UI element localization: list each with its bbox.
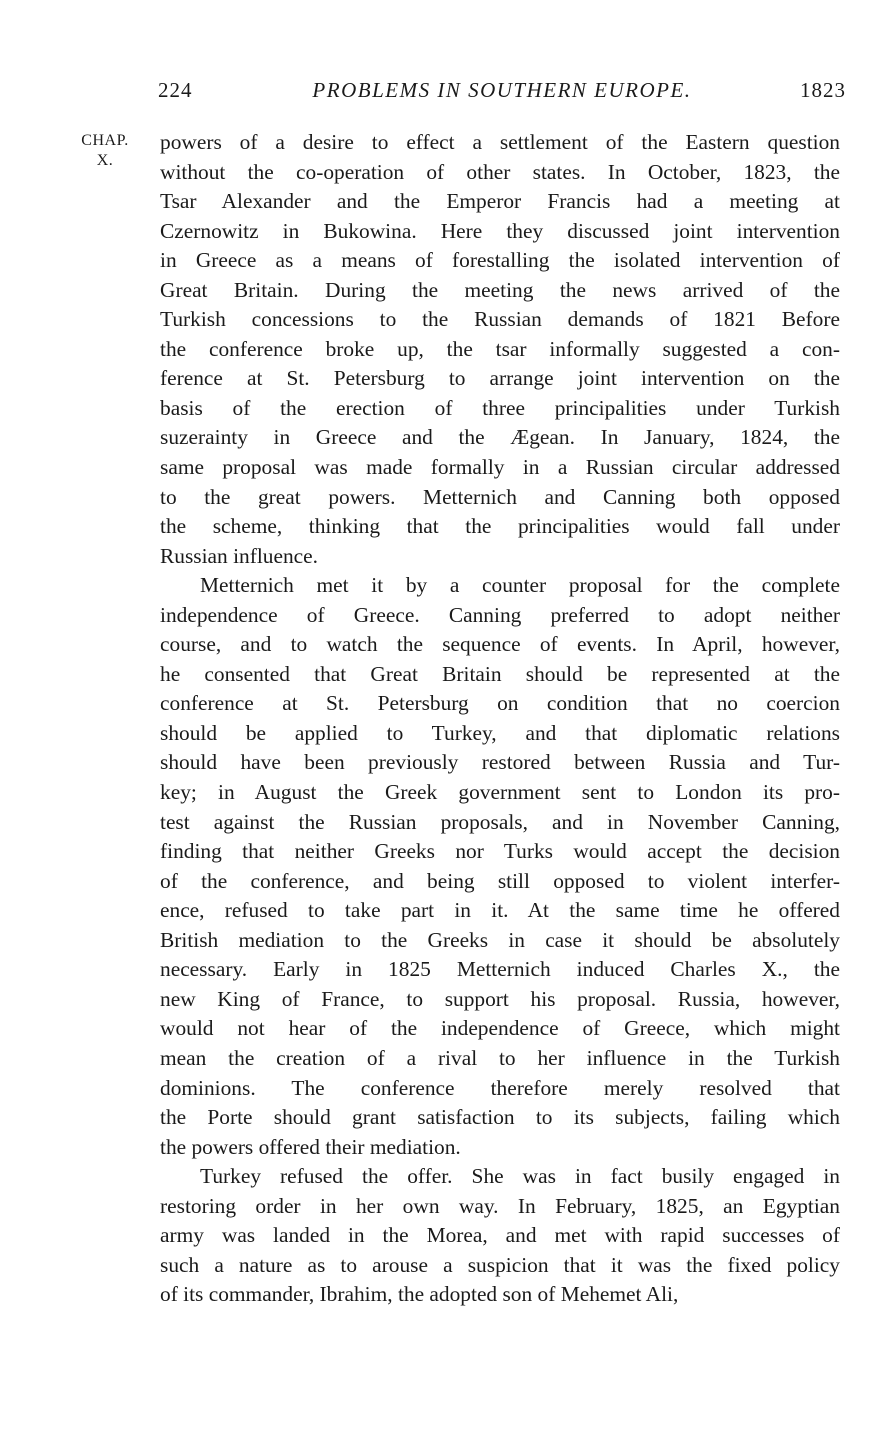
running-header: [158, 78, 846, 108]
running-title: PROBLEMS IN SOUTHERN EUROPE.: [312, 78, 692, 102]
text-line: such a nature as to arouse a suspicion that it was the fixed policy: [160, 1252, 840, 1277]
text-line: Russian influence.: [160, 543, 319, 568]
text-line: should have been previously restored between Russia and Tur-: [160, 750, 840, 775]
text-line: conference at St. Petersburg on condition that no coercion: [160, 691, 840, 716]
text-line: Great Britain. During the meeting the news arrived of the: [160, 277, 840, 302]
text-line: basis of the erection of three principalities under Turkish: [160, 395, 840, 420]
text-line: in Greece as a means of forestalling the isolated intervention of: [160, 248, 840, 273]
text-line: Turkish concessions to the Russian demands of 1821 Before: [160, 307, 840, 332]
text-line: Tsar Alexander and the Emperor Francis had a meeting at: [160, 189, 840, 214]
chapter-margin-note: [76, 131, 156, 171]
text-line: of the conference, and being still opposed to violent interfer-: [160, 868, 840, 893]
chapter-label: CHAP.: [81, 132, 129, 149]
paragraph: [160, 1162, 840, 1310]
text-line: necessary. Early in 1825 Metternich induced Charles X., the: [160, 957, 840, 982]
text-line: of its commander, Ibrahim, the adopted son of Mehemet Ali,: [160, 1282, 679, 1307]
text-line: Czernowitz in Bukowina. Here they discussed joint intervention: [160, 218, 840, 243]
text-line: Metternich met it by a counter proposal for the complete: [200, 573, 840, 598]
text-line: independence of Greece. Canning preferred to adopt neither: [160, 602, 840, 627]
text-line: the powers offered their mediation.: [160, 1134, 461, 1159]
text-line: army was landed in the Morea, and met with rapid successes of: [160, 1223, 840, 1248]
text-line: ference at St. Petersburg to arrange joint intervention on the: [160, 366, 840, 391]
text-line: would not hear of the independence of Greece, which might: [160, 1016, 840, 1041]
text-line: powers of a desire to effect a settlement of the Eastern question: [160, 130, 840, 154]
text-line: the scheme, thinking that the principalities would fall under: [160, 514, 840, 539]
text-line: the conference broke up, the tsar informally suggested a con-: [160, 336, 840, 361]
chapter-number: X.: [96, 152, 114, 169]
text-line: to the great powers. Metternich and Canning both opposed: [160, 484, 840, 509]
paragraph: [160, 128, 840, 571]
text-line: mean the creation of a rival to her influence in the Turkish: [160, 1045, 840, 1070]
text-line: the Porte should grant satisfaction to its subjects, failing which: [160, 1105, 840, 1130]
header-year: 1823: [800, 78, 846, 102]
text-line: dominions. The conference therefore merely resolved that: [160, 1075, 840, 1100]
text-line: new King of France, to support his proposal. Russia, however,: [160, 986, 840, 1011]
text-line: ence, refused to take part in it. At the same time he offered: [160, 898, 840, 923]
text-line: restoring order in her own way. In February, 1825, an Egyptian: [160, 1193, 840, 1218]
text-line: key; in August the Greek government sent to London its pro-: [160, 780, 840, 805]
text-line: same proposal was made formally in a Russian circular addressed: [160, 455, 840, 480]
text-line: he consented that Great Britain should be represented at the: [160, 661, 840, 686]
text-line: should be applied to Turkey, and that diplomatic relations: [160, 720, 840, 745]
text-line: British mediation to the Greeks in case it should be absolutely: [160, 927, 840, 952]
text-line: test against the Russian proposals, and in November Canning,: [160, 809, 840, 834]
text-line: Turkey refused the offer. She was in fact busily engaged in: [200, 1164, 840, 1189]
text-line: suzerainty in Greece and the Ægean. In January, 1824, the: [160, 425, 840, 450]
text-line: finding that neither Greeks nor Turks would accept the decision: [160, 839, 840, 864]
page-number: 224: [158, 78, 193, 102]
text-line: without the co-operation of other states. In October, 1823, the: [160, 159, 840, 184]
text-line: course, and to watch the sequence of events. In April, however,: [160, 632, 840, 657]
paragraph: [160, 571, 840, 1162]
body-text: [160, 128, 840, 1310]
